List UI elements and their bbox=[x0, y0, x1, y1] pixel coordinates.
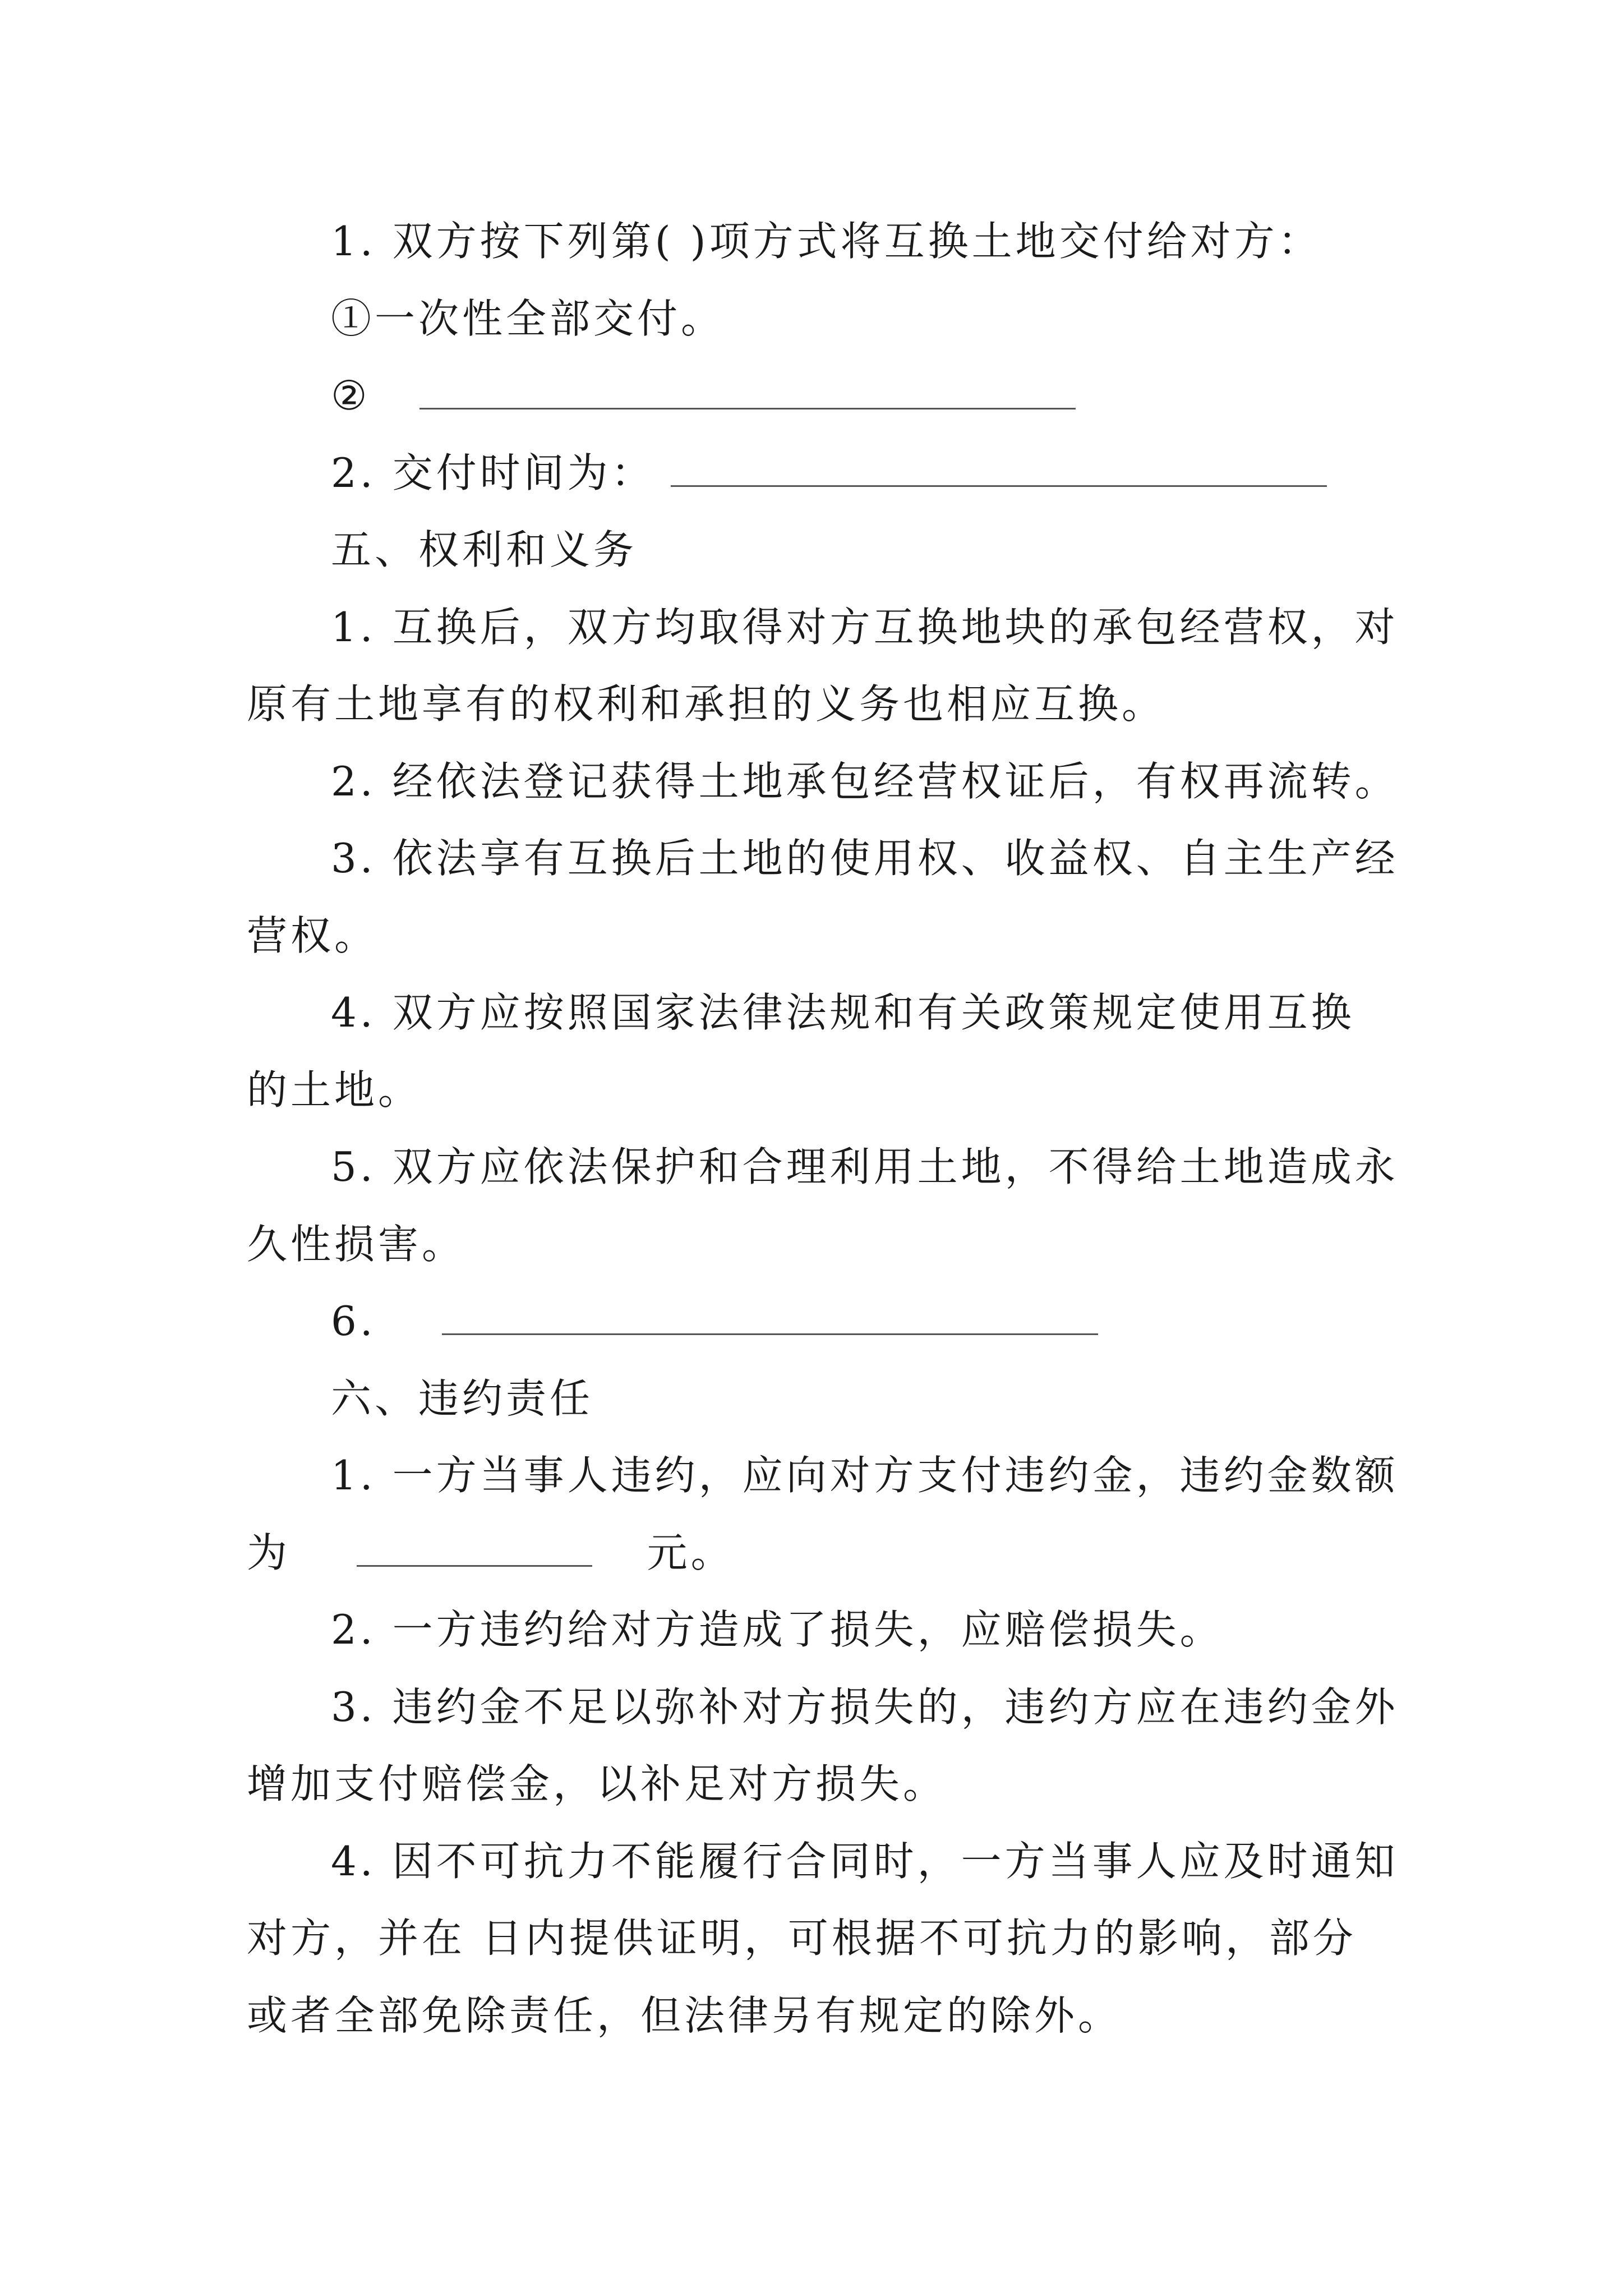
text-line bbox=[247, 1756, 947, 1812]
clause-text: 增加支付赔偿金，以补足对方损失。 bbox=[247, 1760, 947, 1807]
text-line bbox=[331, 984, 1355, 1041]
clause-text: 久性损害。 bbox=[247, 1221, 466, 1268]
text-line bbox=[331, 830, 1399, 886]
clause-text: 的土地。 bbox=[247, 1066, 422, 1114]
text-line bbox=[247, 1525, 735, 1581]
text-line bbox=[331, 753, 1399, 809]
fill-in-blank[interactable] bbox=[442, 1299, 1098, 1335]
clause-text: 原有土地享有的权利和承担的义务也相应互换。 bbox=[247, 680, 1166, 728]
clause-text: 营权。 bbox=[247, 912, 379, 959]
text-line bbox=[331, 1679, 1399, 1735]
text-line bbox=[331, 1139, 1399, 1195]
clause-text: 2. 一方违约给对方造成了损失，应赔偿损失。 bbox=[331, 1606, 1224, 1653]
clause-text: 3. 依法享有互换后土地的使用权、收益权、自主生产经 bbox=[331, 835, 1399, 882]
clause-text: 4. 因不可抗力不能履行合同时，一方当事人应及时通知 bbox=[331, 1838, 1399, 1885]
clause-text: 1. 一方当事人违约，应向对方支付违约金，违约金数额 bbox=[331, 1452, 1399, 1499]
text-line bbox=[331, 1602, 1224, 1658]
section-heading bbox=[331, 522, 637, 578]
text-line bbox=[247, 1216, 465, 1272]
fill-in-blank[interactable] bbox=[357, 1530, 592, 1567]
text-line bbox=[331, 213, 1322, 269]
clause-text: 3. 违约金不足以弥补对方损失的，违约方应在违约金外 bbox=[331, 1683, 1399, 1731]
text-line bbox=[331, 367, 1076, 424]
text-line bbox=[247, 676, 1165, 732]
heading-text: 六、违约责任 bbox=[331, 1375, 594, 1422]
text-line bbox=[331, 445, 1327, 501]
text-line bbox=[247, 1910, 1357, 1966]
option-text: ①一次性全部交付。 bbox=[331, 295, 725, 342]
heading-text: 五、权利和义务 bbox=[331, 526, 638, 573]
clause-text: 5. 双方应依法保护和合理利用土地，不得给土地造成永 bbox=[331, 1143, 1399, 1190]
text-line bbox=[247, 1987, 1122, 2044]
option-text: ② bbox=[331, 372, 371, 419]
clause-text: 为 bbox=[247, 1529, 291, 1576]
clause-text: 对方，并在 日内提供证明，可根据不可抗力的影响，部分 bbox=[247, 1915, 1357, 1962]
text-line bbox=[331, 1447, 1399, 1503]
text-line bbox=[331, 291, 725, 347]
clause-text: 2. 经依法登记获得土地承包经营权证后，有权再流转。 bbox=[331, 758, 1399, 805]
text-line bbox=[331, 599, 1399, 655]
clause-text: 元。 bbox=[647, 1529, 735, 1576]
section-heading bbox=[331, 1370, 593, 1427]
text-line bbox=[331, 1293, 1098, 1349]
clause-text: 4. 双方应按照国家法律法规和有关政策规定使用互换 bbox=[331, 989, 1355, 1036]
fill-in-blank[interactable] bbox=[419, 373, 1076, 409]
clause-text: 或者全部免除责任，但法律另有规定的除外。 bbox=[247, 1992, 1122, 2039]
text-line bbox=[247, 1062, 422, 1118]
clause-text: 2. 交付时间为： bbox=[331, 449, 655, 496]
text-line bbox=[247, 908, 378, 964]
text-line bbox=[331, 1833, 1399, 1889]
clause-text: 1. 互换后，双方均取得对方互换地块的承包经营权，对 bbox=[331, 604, 1399, 651]
clause-text: 6. bbox=[331, 1297, 376, 1345]
clause-text: 1. 双方按下列第( )项方式将互换土地交付给对方： bbox=[331, 218, 1322, 265]
fill-in-blank[interactable] bbox=[671, 450, 1327, 487]
